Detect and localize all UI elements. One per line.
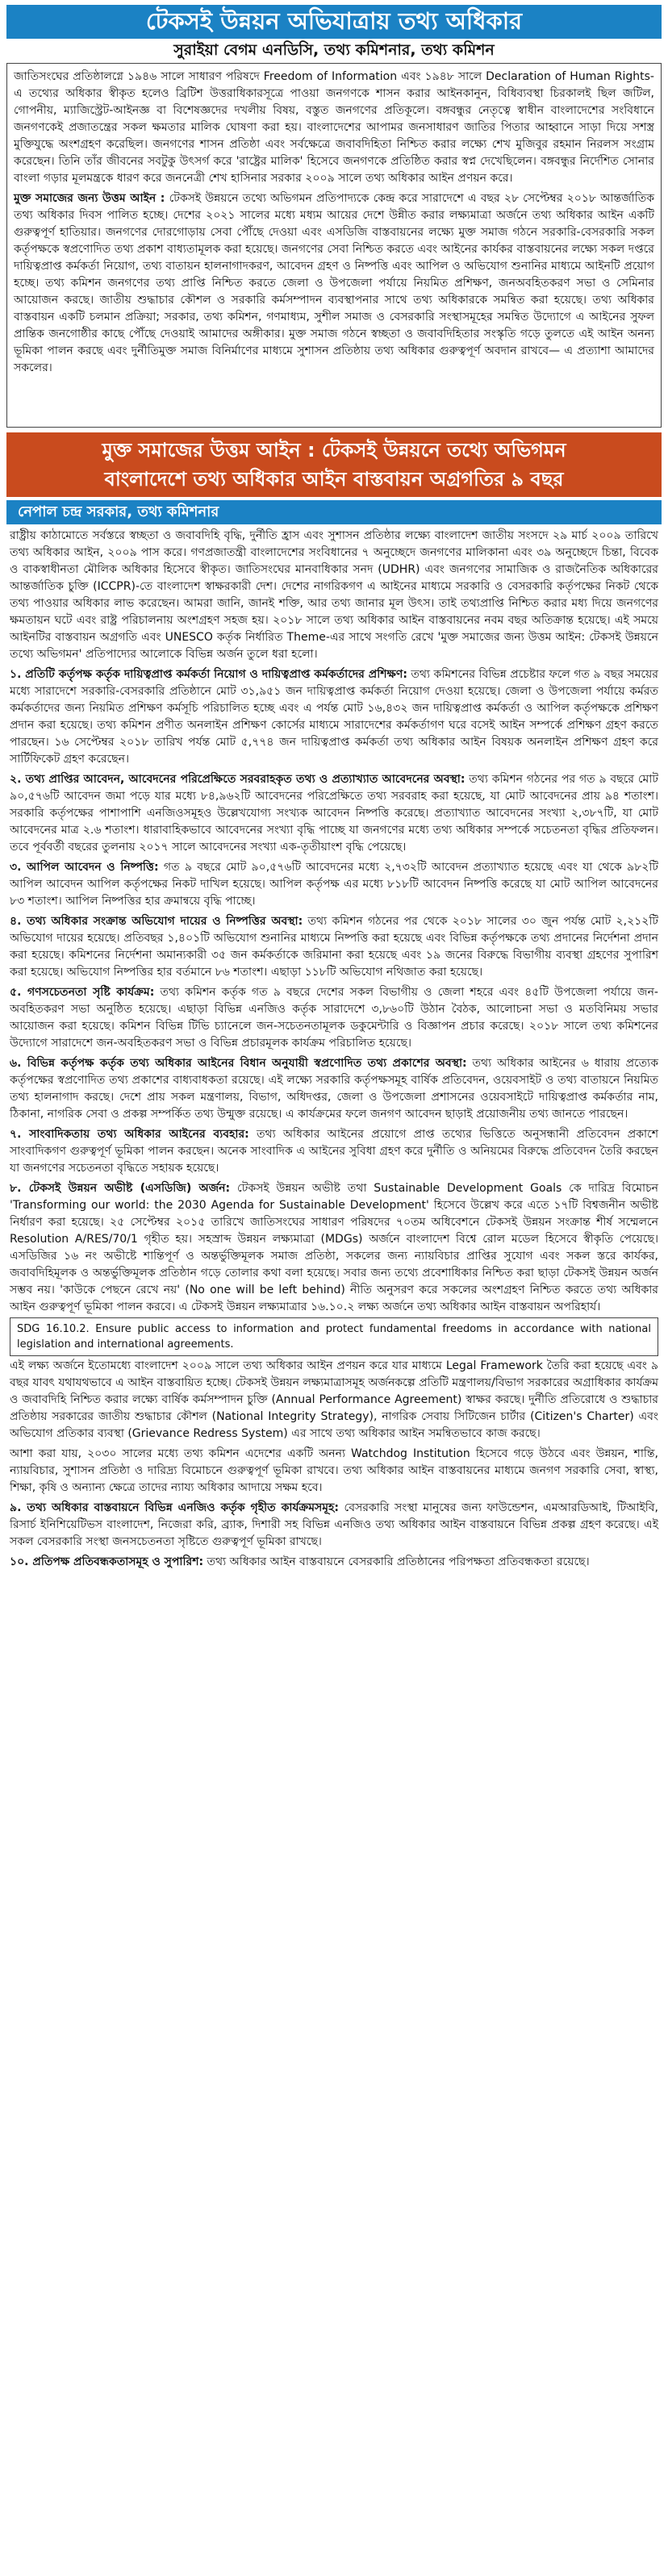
item-heading: ১. প্রতিটি কর্তৃপক্ষ কর্তৃক দায়িত্বপ্রাপ্ত কর্মকর্তা নিয়োগ ও দায়িত্বপ্রাপ্ত কর্মকর্তাদের প্রশিক্ষণ: — [10, 668, 407, 681]
item-heading: ৪. তথ্য অধিকার সংক্রান্ত অভিযোগ দায়ের ও নিষ্পত্তির অবস্থা: — [10, 915, 303, 928]
article1-section-body: টেকসই উন্নয়নে তথ্যে অভিগমন প্রতিপাদ্যকে কেন্দ্র করে সারাদেশে এ বছর ২৮ সেপ্টেম্বর ২০১৮ আন্তর্জাতিক তথ্য অধিকার দিবস পালিত হচ্ছে। দেশের ২০২১ সালের মধ্যে মধ্যম আয়ের দেশে উন্নীত করার লক্ষ্যমাত্রা অর্জনে তথ্য অধিকার আইন একটি গুরুত্বপূর্ণ হাতিয়ার। জনগণের দোরগোড়ায় সেবা পৌঁছে দেওয়া এবং এসডিজি বাস্তবায়নের লক্ষ্যে মুক্ত সমাজ গঠনে সরকারি-বেসরকারি সকল কর্তৃপক্ষকে স্বপ্রণোদিত তথ্য প্রকাশ বাধ্যতামূলক করা হয়েছে। জনগণের সেবা নিশ্চিত করতে এবং আইনের কার্যকর বাস্তবায়নের লক্ষ্যে সকল দপ্তরে দায়িত্বপ্রাপ্ত কর্মকর্তা নিয়োগ, তথ্য বাতায়ন হালনাগাদকরণ, আবেদন গ্রহণ ও নিষ্পত্তি এবং আপিল ও অভিযোগ শুনানির মাধ্যমে আইনটি প্রয়োগ হচ্ছে। তথ্য কমিশন জনগণের তথ্য প্রাপ্তি নিশ্চিত করতে জেলা ও উপজেলা পর্যায়ে নিয়মিত প্রশিক্ষণ, জনঅবহিতকরণ সভা ও সেমিনার আয়োজন করছে। জাতীয় শুদ্ধাচার কৌশল ও সরকারি কর্মসম্পাদন ব্যবস্থাপনার সাথে তথ্য অধিকারকে সমন্বিত করা হয়েছে। তথ্য অধিকার বাস্তবায়ন একটি চলমান প্রক্রিয়া; সরকার, তথ্য কমিশন, গণমাধ্যম, সুশীল সমাজ ও বেসরকারি সংস্থাসমূহের সমন্বিত উদ্যোগে এ আইনের সুফল প্রান্তিক জনগোষ্ঠীর কাছে পৌঁছে দেওয়াই আমাদের অঙ্গীকার। মুক্ত সমাজ গঠনে স্বচ্ছতা ও জবাবদিহিতার সংস্কৃতি গড়ে তুলতে এই আইন অনন্য ভূমিকা পালন করছে এবং দুর্নীতিমুক্ত সমাজ বিনির্মাণের মাধ্যমে সুশাসন প্রতিষ্ঠায় তথ্য অধিকার গুরুত্বপূর্ণ অবদান রাখবে— এ প্রত্যাশা আমাদের সকলের। — [14, 192, 654, 374]
item-heading: ৭. সাংবাদিকতায় তথ্য অধিকার আইনের ব্যবহার: — [10, 1128, 249, 1141]
article1-subheading: মুক্ত সমাজের জন্য উত্তম আইন : — [14, 192, 165, 205]
newspaper-page — [0, 5, 668, 2576]
article1-title: টেকসই উন্নয়ন অভিযাত্রায় তথ্য অধিকার — [6, 5, 662, 39]
article1-intro: জাতিসংঘের প্রতিষ্ঠালগ্নে ১৯৪৬ সালে সাধারণ পরিষদে Freedom of Information এবং ১৯৪৮ সালে Declaration of Human Rights-এ তথ্যের অধিকার স্বীকৃত হলেও ব্রিটিশ উত্তরাধিকারসূত্রে পাওয়া জনগণকে শাসন করার আইনকানুন, বিধিব্যবস্থা চিরকালই ছিল জটিল, গোপনীয়, ম্যাজিস্ট্রেট-আইনজ্ঞ বা বিশেষজ্ঞদের দখলীয় বিষয়, বস্তুত জনগণের প্রতিকূলে। বঙ্গবন্ধুর নেতৃত্বে স্বাধীন বাংলাদেশের সংবিধানে জনগণকেই প্রজাতন্ত্রের সকল ক্ষমতার মালিক ঘোষণা করা হয়। বাংলাদেশের আপামর জনসাধারণ জাতির পিতার আহ্বানে সাড়া দিয়ে সশস্ত্র মুক্তিযুদ্ধে অংশগ্রহণ করেছিল। জনগণের শাসন প্রতিষ্ঠা এবং সর্বক্ষেত্রে জবাবদিহিতা নিশ্চিত করার লক্ষ্যে শেখ মুজিবুর রহমান নিরলস সংগ্রাম করেছেন। তিনি তাঁর জীবনের সবটুকু উৎসর্গ করে 'রাষ্ট্রের মালিক' হিসেবে জনগণকে প্রতিষ্ঠিত করার স্বপ্ন দেখেছিলেন। বঙ্গবন্ধুর নির্দেশিত সোনার বাংলা গড়ার মূলমন্ত্রকে ধারণ করে জননেত্রী শেখ হাসিনার সরকার ২০০৯ সালে তথ্য অধিকার আইন প্রণয়ন করে। — [14, 70, 654, 185]
item-heading: ৩. আপিল আবেদন ও নিষ্পত্তি: — [10, 861, 159, 874]
article2-item — [10, 1554, 658, 1571]
article2-item — [10, 913, 658, 981]
item-text: তথ্য কমিশনের বিভিন্ন প্রচেষ্টার ফলে গত ৯ বছর সময়ের মধ্যে সারাদেশে সরকারি-বেসরকারি প্রতিষ্ঠানে মোট ৩১,৯৫১ জন দায়িত্বপ্রাপ্ত কর্মকর্তা নিয়োগ দেওয়া হয়েছে। জেলা ও উপজেলা পর্যায়ে কর্মরত কর্মকর্তাদের জন্য নিয়মিত প্রশিক্ষণ কর্মসূচি পরিচালিত হচ্ছে এবং এ পর্যন্ত মোট ১৬,৪৩২ জন দায়িত্বপ্রাপ্ত কর্মকর্তা ও আপিল কর্তৃপক্ষকে প্রশিক্ষণ প্রদান করা হয়েছে। তথ্য কমিশন প্রণীত অনলাইন প্রশিক্ষণ কোর্সের মাধ্যমে সারাদেশের কর্মকর্তাগণ ঘরে বসেই আইন সম্পর্কে প্রশিক্ষণ গ্রহণ করতে পারছেন। ১৬ সেপ্টেম্বর ২০১৮ তারিখ পর্যন্ত মোট ৫,৭৭৪ জন দায়িত্বপ্রাপ্ত কর্মকর্তা তথ্য অধিকার আইন বিষয়ক অনলাইন প্রশিক্ষণ গ্রহণ করে সার্টিফিকেট গ্রহণ করেছেন। — [10, 668, 658, 766]
article1-byline: সুরাইয়া বেগম এনডিসি, তথ্য কমিশনার, তথ্য কমিশন — [173, 41, 495, 59]
item-text: তথ্য কমিশন কর্তৃক গত ৯ বছরে দেশের সকল বিভাগীয় ও জেলা শহরে এবং ৪৫টি উপজেলা পর্যায়ে জন-অবহিতকরণ সভা অনুষ্ঠিত হয়েছে। এছাড়া বিভিন্ন এনজিও কর্তৃক সারাদেশে ৩,৮৬০টি উঠান বৈঠক, আলোচনা সভা ও মতবিনিময় সভার আয়োজন করা হয়েছে। কমিশন বিভিন্ন টিভি চ্যানেলে জন-সচেতনতামূলক ডকুমেন্টারি ও বিজ্ঞাপন প্রচার করেছে। ২০১৮ সালে তথ্য কমিশনের উদ্যোগে সারাদেশে জন-অবহিতকরণ সভা ও বিভিন্ন প্রচারমূলক কার্যক্রম পরিচালিত হয়েছে। — [10, 986, 658, 1050]
item-text: তথ্য অধিকার আইনের প্রয়োগে প্রাপ্ত তথ্যের ভিত্তিতে অনুসন্ধানী প্রতিবেদন প্রকাশে সাংবাদিকগণ গুরুত্বপূর্ণ ভূমিকা পালন করছেন। অনেক সাংবাদিক এ আইনের সুবিধা গ্রহণ করে দুর্নীতি ও অনিয়মের বিরুদ্ধে প্রতিবেদন তৈরি করছেন যা জনগণের সচেতনতা বৃদ্ধিতে সহায়ক হয়েছে। — [10, 1128, 658, 1175]
item-text: তথ্য অধিকার আইন বাস্তবায়নে বেসরকারি প্রতিষ্ঠানের পরিপক্ষতা প্রতিবন্ধকতা রয়েছে। — [207, 1555, 590, 1568]
item-heading: ২. তথ্য প্রাপ্তির আবেদন, আবেদনের পরিপ্রেক্ষিতে সরবরাহকৃত তথ্য ও প্রত্যাখ্যাত আবেদনের অবস্থা: — [10, 773, 466, 786]
item-text: গত ৯ বছরে মোট ৯০,৫৭৬টি আবেদনের মধ্যে ২,৭৩২টি আবেদন প্রত্যাখ্যাত হয়েছে এবং যা থেকে ৯৮২টি আপিল আবেদন আপিল কর্তৃপক্ষের নিকট দাখিল হয়েছে। আপিল কর্তৃপক্ষ এর মধ্যে ৮১৮টি আবেদন নিষ্পত্তি করেছে যা মোট আপিল আবেদনের ৮৩ শতাংশ। আপিল নিষ্পত্তির হার ক্রমান্বয়ে বৃদ্ধি পাচ্ছে। — [10, 861, 659, 908]
item-heading: ৫. গণসচেতনতা সৃষ্টি কার্যক্রম: — [10, 986, 155, 999]
article2-body — [6, 524, 662, 2563]
item-heading: ৬. বিভিন্ন কর্তৃপক্ষ কর্তৃক তথ্য অধিকার আইনের বিধান অনুযায়ী স্বপ্রণোদিত তথ্য প্রকাশের অবস্থা: — [10, 1057, 467, 1070]
article2-byline: নেপাল চন্দ্র সরকার, তথ্য কমিশনার — [6, 500, 662, 524]
article1-section — [14, 190, 654, 377]
article2-after-sdg-2: আশা করা যায়, ২০৩০ সালের মধ্যে তথ্য কমিশন এদেশের একটি অনন্য Watchdog Institution হিসেবে গড়ে উঠবে এবং উন্নয়ন, শান্তি, ন্যায়বিচার, সুশাসন প্রতিষ্ঠা ও দারিদ্র্য বিমোচনে গুরুত্বপূর্ণ ভূমিকা রাখবে। তথ্য অধিকার আইন বাস্তবায়নের মাধ্যমে জনগণ সরকারি সেবা, স্বাস্থ্য, শিক্ষা, কৃষি ও অন্যান্য ক্ষেত্রে তাদের ন্যায্য অধিকার আদায়ে সক্ষম হবে। — [10, 1447, 658, 1494]
article2-after-sdg: এই লক্ষ্য অর্জনে ইতোমধ্যে বাংলাদেশ ২০০৯ সালে তথ্য অধিকার আইন প্রণয়ন করে যার মাধ্যমে Legal Framework তৈরি করা হয়েছে এবং ৯ বছর যাবৎ যথাযথভাবে এ আইন বাস্তবায়িত হচ্ছে। টেকসই উন্নয়ন লক্ষ্যমাত্রাসমূহ অর্জনকল্পে প্রতিটি মন্ত্রণালয়/বিভাগ সরকারের অগ্রাধিকার কার্যক্রম ও জবাবদিহি নিশ্চিত করার লক্ষ্যে বার্ষিক কর্মসম্পাদন চুক্তি (Annual Performance Agreement) স্বাক্ষর করছে। দুর্নীতি প্রতিরোধে ও শুদ্ধাচার প্রতিষ্ঠায় সরকারের জাতীয় শুদ্ধাচার কৌশল (National Integrity Strategy), নাগরিক সেবায় সিটিজেন চার্টার (Citizen's Charter) এবং অভিযোগ প্রতিকার ব্যবস্থা (Grievance Redress System) এর সাথে তথ্য অধিকার আইন সমন্বিতভাবে কাজ করছে। — [10, 1359, 658, 1440]
item-heading: ৮. টেকসই উন্নয়ন অভীষ্ট (এসডিজি) অর্জন: — [10, 1182, 231, 1195]
article2-title — [6, 432, 662, 497]
sdg-callout-box: SDG 16.10.2. Ensure public access to information and protect fundamental freedoms in accordance with national legislation and international agreements. — [10, 1317, 658, 1356]
article2-title-line2: বাংলাদেশে তথ্য অধিকার আইন বাস্তবায়ন অগ্রগতির ৯ বছর — [104, 468, 564, 491]
article2-item — [10, 859, 658, 910]
item-text: তথ্য কমিশন গঠনের পর থেকে ২০১৮ সালের ৩০ জুন পর্যন্ত মোট ২,২১২টি অভিযোগ দায়ের হয়েছে। প্রতিবছর ১,৪০১টি অভিযোগ শুনানির মাধ্যমে নিষ্পত্তি করা হয়েছে এবং বিভিন্ন কর্তৃপক্ষকে তথ্য প্রদানের নির্দেশনা প্রদান করা হয়েছে। কমিশনের নির্দেশনা অমান্যকারী ৩৫ জন কর্মকর্তাকে জরিমানা করা হয়েছে এবং ১৯ জনের বিরুদ্ধে বিভাগীয় ব্যবস্থা গ্রহণের সুপারিশ করা হয়েছে। অভিযোগ নিষ্পত্তির হার বর্তমানে ৮৬ শতাংশ। এছাড়া ১১৮টি অভিযোগ নথিজাত করা হয়েছে। — [10, 915, 659, 979]
item-text: তথ্য অধিকার আইনের ৬ ধারায় প্রত্যেক কর্তৃপক্ষের স্বপ্রণোদিত তথ্য প্রকাশের বাধ্যবাধকতা রয়েছে। এই লক্ষ্যে সরকারি কর্তৃপক্ষসমূহ বার্ষিক প্রতিবেদন, ওয়েবসাইট ও তথ্য বাতায়নে নিয়মিত তথ্য হালনাগাদ করছে। দেশে প্রায় সকল মন্ত্রণালয়, বিভাগ, অধিদপ্তর, জেলা ও উপজেলা প্রশাসনের ওয়েবসাইটে দায়িত্বপ্রাপ্ত কর্মকর্তার নাম, ঠিকানা, নাগরিক সেবা ও প্রকল্প সম্পর্কিত তথ্য উন্মুক্ত রয়েছে। এ কার্যক্রমের ফলে জনগণ আবেদন ছাড়াই প্রয়োজনীয় তথ্য জানতে পারছেন। — [10, 1057, 658, 1121]
item-text: টেকসই উন্নয়ন অভীষ্ট তথা Sustainable Development Goals কে দারিদ্র বিমোচন 'Transforming our world: the 2030 Agenda for Sustainable Development' হিসেবে উল্লেখ করে এতে ১৭টি বিশ্বজনীন অভীষ্ট নির্ধারণ করা হয়েছে। ২৫ সেপ্টেম্বর ২০১৫ তারিখে জাতিসংঘের সাধারণ পরিষদের ৭০তম অধিবেশনে টেকসই উন্নয়ন সংক্রান্ত শীর্ষ সম্মেলনে Resolution A/RES/70/1 গৃহীত হয়। সহস্রাব্দ উন্নয়ন লক্ষ্যমাত্রা (MDGs) অর্জনে বাংলাদেশ বিশ্বে রোল মডেল হিসেবে স্বীকৃতি পেয়েছে। এসডিজির ১৬ নং অভীষ্টে শান্তিপূর্ণ ও অন্তর্ভুক্তিমূলক সমাজ প্রতিষ্ঠা, সকলের জন্য ন্যায়বিচার প্রাপ্তির সুযোগ এবং সকল স্তরে কার্যকর, জবাবদিহিমূলক ও অন্তর্ভুক্তিমূলক প্রতিষ্ঠান গড়ে তোলার কথা বলা হয়েছে। সবার জন্য তথ্যে প্রবেশাধিকার নিশ্চিত করা ছাড়া টেকসই উন্নয়ন অর্জন সম্ভব নয়। 'কাউকে পেছনে রেখে নয়' (No one will be left behind) নীতি অনুসরণ করে সকলের অংশগ্রহণ নিশ্চিত করতে তথ্য অধিকার আইন গুরুত্বপূর্ণ ভূমিকা পালন করবে। এ টেকসই উন্নয়ন লক্ষ্যমাত্রার ১৬.১০.২ লক্ষ্য অর্জনে তথ্য অধিকার আইন বাস্তবায়ন অপরিহার্য। — [10, 1182, 658, 1313]
item-text: তথ্য কমিশন গঠনের পর গত ৯ বছরে মোট ৯০,৫৭৬টি আবেদন জমা পড়ে যার মধ্যে ৮৪,৯৬২টি আবেদনের পরিপ্রেক্ষিতে তথ্য সরবরাহ করা হয়েছে, যা মোট আবেদনের প্রায় ৯৪ শতাংশ। সরকারি কর্তৃপক্ষের পাশাপাশি এনজিওসমূহও উল্লেখযোগ্য সংখ্যক আবেদন নিষ্পত্তি করেছে। প্রত্যাখ্যাত আবেদনের সংখ্যা ২,৩৮৭টি, যা মোট আবেদনের মাত্র ২.৬ শতাংশ। ধারাবাহিকভাবে আবেদনের সংখ্যা বৃদ্ধি পাচ্ছে যা জনগণের মধ্যে তথ্য অধিকার সম্পর্কে সচেতনতা বৃদ্ধির প্রতিফলন। তবে পূর্ববর্তী বছরের তুলনায় ২০১৭ সালে আবেদনের সংখ্যা এক-তৃতীয়াংশ বৃদ্ধি পেয়েছে। — [10, 773, 658, 854]
article2-item — [10, 666, 658, 768]
article1-body-box — [6, 63, 662, 428]
article2-intro: রাষ্ট্রীয় কাঠামোতে সর্বস্তরে স্বচ্ছতা ও জবাবদিহি বৃদ্ধি, দুর্নীতি হ্রাস এবং সুশাসন প্রতিষ্ঠার লক্ষ্যে বাংলাদেশ জাতীয় সংসদে ২৯ মার্চ ২০০৯ তারিখে তথ্য অধিকার আইন, ২০০৯ পাস করে। গণপ্রজাতন্ত্রী বাংলাদেশের সংবিধানের ৭ অনুচ্ছেদে জনগণের মালিকানা এবং ৩৯ অনুচ্ছেদে চিন্তা, বিবেক ও বাকস্বাধীনতা মৌলিক অধিকার হিসেবে স্বীকৃত। জাতিসংঘের মানবাধিকার সনদ (UDHR) এবং জনগণের সামাজিক ও রাজনৈতিক অধিকারের আন্তর্জাতিক চুক্তি (ICCPR)-তে বাংলাদেশ স্বাক্ষরকারী দেশ। দেশের নাগরিকগণ এ আইনের মাধ্যমে সরকারি ও বেসরকারি কর্তৃপক্ষের নিকট থেকে তথ্য পাওয়ার অধিকার লাভ করেছেন। আমরা জানি, জানই শক্তি, আর তথ্য জানার মূল উৎস। তাই তথ্যপ্রাপ্তি নিশ্চিত করার মধ্য দিয়ে জনগণের ক্ষমতায়ন ঘটে এবং রাষ্ট্র পরিচালনায় অংশগ্রহণ সহজ হয়। ২০১৮ সালে তথ্য অধিকার আইন বাস্তবায়নের নবম বছর অতিক্রান্ত হয়েছে। এই সময়ে আইনটির বাস্তবায়ন অগ্রগতি এবং UNESCO কর্তৃক নির্ধারিত Theme-এর সাথে সংগতি রেখে 'মুক্ত সমাজের জন্য উত্তম আইন: টেকসই উন্নয়নে তথ্যে অভিগমন' প্রতিপাদ্যের আলোকে বিভিন্ন অর্জন তুলে ধরা হলো। — [10, 529, 658, 661]
article2-item — [10, 1126, 658, 1177]
article2-item — [10, 1055, 658, 1123]
article2-title-line1: মুক্ত সমাজের উত্তম আইন : টেকসই উন্নয়নে তথ্যে অভিগমন — [102, 439, 566, 461]
item-heading: ৯. তথ্য অধিকার বাস্তবায়নে বিভিন্ন এনজিও কর্তৃক গৃহীত কার্যক্রমসমূহ: — [10, 1501, 339, 1514]
article2-item — [10, 1500, 658, 1551]
item-text: বেসরকারি সংস্থা মানুষের জন্য ফাউন্ডেশন, এমআরডিআই, টিআইবি, রিসার্চ ইনিশিয়েটিভস বাংলাদেশ, নিজেরা করি, ব্র্যাক, দিশারী সহ বিভিন্ন এনজিও তথ্য অধিকার আইন বাস্তবায়নে বিভিন্ন প্রকল্প গ্রহণ করেছে। এই সকল বেসরকারি সংস্থা জনসচেতনতা সৃষ্টিতে গুরুত্বপূর্ণ ভূমিকা রাখছে। — [10, 1501, 658, 1548]
article2-item — [10, 984, 658, 1052]
article2-item — [10, 771, 658, 856]
article2-item — [10, 1180, 658, 1316]
item-heading: ১০. প্রতিপক্ষ প্রতিবন্ধকতাসমূহ ও সুপারিশ: — [10, 1555, 204, 1568]
